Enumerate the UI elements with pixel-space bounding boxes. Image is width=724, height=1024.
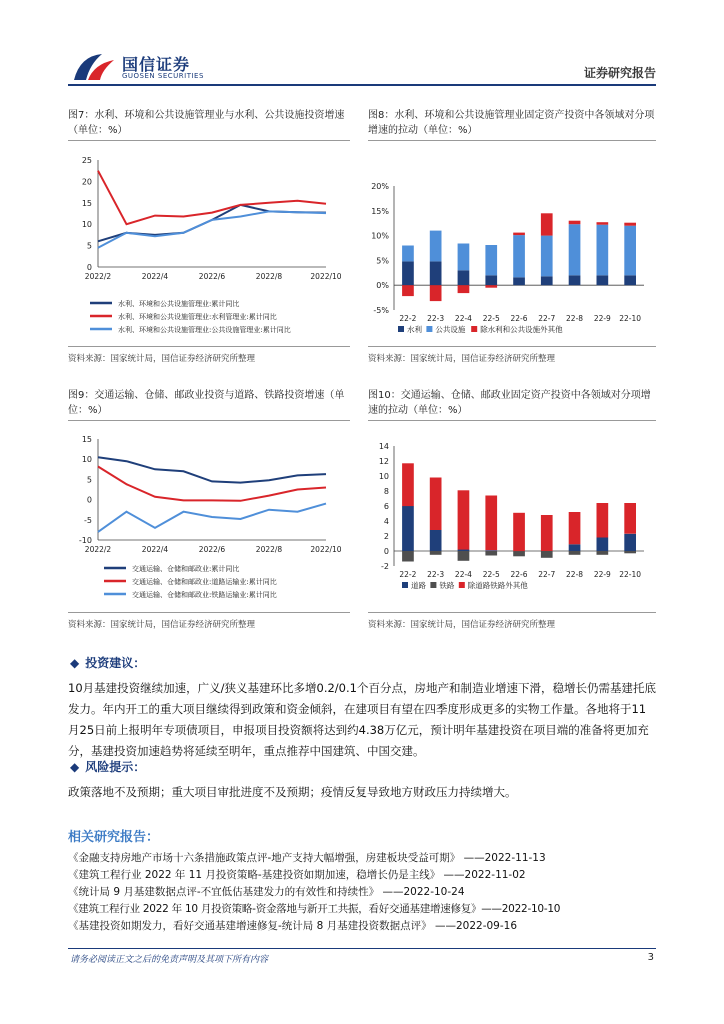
x-tick-label: 22-6 xyxy=(510,570,528,579)
fig8-title: 图8：水利、环境和公共设施管理业固定资产投资中各领域对分项增速的拉动（单位：%） xyxy=(368,110,655,136)
legend-label: 交通运输、仓储和邮政业:道路运输业:累计同比 xyxy=(132,578,277,586)
legend-swatch xyxy=(459,582,465,588)
y-tick-label: 15 xyxy=(81,198,92,208)
series-line xyxy=(98,211,326,247)
risk-paragraph: 政策落地不及预期；重大项目审批进度不及预期；疫情反复导致地方财政压力持续增大。 xyxy=(68,785,517,799)
fig10-top-rule xyxy=(368,420,656,421)
x-tick-label: 22-7 xyxy=(538,314,556,323)
y-tick-label: 0 xyxy=(86,495,92,505)
y-tick-label: 5 xyxy=(86,241,92,251)
y-tick-label: -5% xyxy=(373,306,389,315)
x-tick-label: 22-9 xyxy=(593,570,611,579)
bar-segment xyxy=(597,225,609,276)
y-tick-label: 15% xyxy=(371,206,389,216)
bar-segment xyxy=(402,463,414,506)
bar-segment xyxy=(569,551,581,555)
fig8-source: 资料来源：国家统计局，国信证券经济研究所整理 xyxy=(368,354,556,364)
bar-segment xyxy=(513,277,525,285)
invest-paragraph: 10月基建投资继续加速，广义/狭义基建环比多增0.2/0.1个百分点，房地产和制造业增速下滑，稳增长仍需基建托底发力。年内开工的重大项目继续得到政策和资金倾斜，在建项目有望在四季度形成更多的实物工作量。各地将于11月25日前上报明年专项债项目，申报项目投资额将达到约4.38万亿元，预计明年基建投资在项目端的准备将更加充分，基建投资加速趋势将延续至明年，重点推荐中国建筑、中国交建。 xyxy=(68,681,656,758)
bar-segment xyxy=(513,235,525,277)
diamond-bullet-icon: ◆ xyxy=(70,760,80,774)
bar-segment xyxy=(402,246,414,262)
legend-label: 公共设施 xyxy=(435,325,466,334)
y-tick-label: 0% xyxy=(376,281,389,291)
bar-segment xyxy=(458,490,470,549)
fig8-bottom-rule xyxy=(368,346,656,347)
y-tick-label: 6 xyxy=(383,502,389,511)
fig9-chart xyxy=(68,424,350,604)
y-tick-label: 10% xyxy=(371,231,389,241)
x-tick-label: 22-8 xyxy=(566,314,584,323)
fig8-top-rule xyxy=(368,140,656,141)
related-reports-list xyxy=(68,850,658,935)
y-tick-label: 12 xyxy=(378,457,389,466)
y-tick-label: 10 xyxy=(81,455,92,465)
x-tick-label: 2022/10 xyxy=(310,272,342,281)
x-tick-label: 22-10 xyxy=(619,314,642,323)
related-reports-title: 相关研究报告： xyxy=(68,830,160,845)
x-tick-label: 22-3 xyxy=(427,314,445,323)
y-tick-label: 2 xyxy=(383,532,389,541)
related-report-item[interactable]: 《基建投资如期发力，看好交通基建增速修复-统计局 8 月基建投资数据点评》 ——2022-09-16 xyxy=(68,920,518,932)
bar-segment xyxy=(485,285,497,288)
fig7-top-rule xyxy=(68,140,350,141)
y-tick-label: 0 xyxy=(383,547,389,556)
bar-segment xyxy=(541,276,553,285)
bar-segment xyxy=(513,233,525,236)
bar-segment xyxy=(513,551,525,556)
legend-label: 铁路 xyxy=(439,581,455,590)
x-tick-label: 2022/6 xyxy=(198,545,226,554)
legend-swatch xyxy=(430,582,436,588)
y-tick-label: 20 xyxy=(81,177,92,187)
bar-segment xyxy=(513,513,525,551)
bar-segment xyxy=(458,551,470,561)
bar-segment xyxy=(569,275,581,285)
page-number: 3 xyxy=(647,952,654,963)
x-tick-label: 22-9 xyxy=(593,314,611,323)
legend-swatch xyxy=(398,326,404,332)
bar-segment xyxy=(430,285,442,301)
fig10-source: 资料来源：国家统计局，国信证券经济研究所整理 xyxy=(368,620,556,630)
x-tick-label: 22-3 xyxy=(427,570,445,579)
logo-cn-text: 国信证券 xyxy=(122,55,191,74)
logo-mark-icon xyxy=(70,50,118,84)
legend-label: 道路 xyxy=(411,581,426,590)
legend-label: 交通运输、仓储和邮政业:铁路运输业:累计同比 xyxy=(132,591,277,599)
fig9-title: 图9：交通运输、仓储、邮政业投资与道路、铁路投资增速（单位：%） xyxy=(68,390,345,416)
x-tick-label: 22-2 xyxy=(399,314,417,323)
series-line xyxy=(98,171,326,225)
fig10-chart xyxy=(368,424,656,604)
legend-swatch xyxy=(471,326,477,332)
bar-segment xyxy=(485,245,497,275)
logo-en-text: GUOSEN SECURITIES xyxy=(122,72,204,80)
fig7-title: 图7：水利、环境和公共设施管理业与水利、公共设施投资增速（单位：%） xyxy=(68,110,345,136)
related-report-item[interactable]: 《统计局 9 月基建数据点评-不宜低估基建发力的有效性和持续性》 ——2022-10-24 xyxy=(68,886,465,898)
bar-segment xyxy=(402,285,414,296)
fig9-top-rule xyxy=(68,420,350,421)
y-tick-label: 8 xyxy=(383,487,389,496)
bar-segment xyxy=(597,538,609,552)
bar-segment xyxy=(458,285,470,293)
bar-segment xyxy=(458,270,470,285)
bar-segment xyxy=(430,551,442,555)
bar-segment xyxy=(541,551,553,558)
x-tick-label: 2022/2 xyxy=(84,545,112,554)
x-tick-label: 2022/6 xyxy=(198,272,226,281)
series-line xyxy=(98,457,326,482)
y-tick-label: -2 xyxy=(381,562,389,571)
company-logo xyxy=(70,50,230,86)
bar-segment xyxy=(402,551,414,562)
fig9-source: 资料来源：国家统计局，国信证券经济研究所整理 xyxy=(68,620,256,630)
bar-segment xyxy=(624,534,636,551)
y-tick-label: -10 xyxy=(78,536,92,545)
bar-segment xyxy=(430,478,442,531)
related-report-item[interactable]: 《金融支持房地产市场十六条措施政策点评-地产支持大幅增强，房建板块受益可期》 ——2022-11-13 xyxy=(68,852,546,864)
related-report-item[interactable]: 《建筑工程行业 2022 年 10 月投资策略-资金落地与新开工共振，看好交通基建增速修复》——2022-10-10 xyxy=(68,903,561,915)
footer-rule xyxy=(68,948,656,949)
x-tick-label: 22-8 xyxy=(566,570,584,579)
fig7-bottom-rule xyxy=(68,346,350,347)
y-tick-label: 4 xyxy=(383,517,389,526)
bar-segment xyxy=(458,550,470,552)
legend-label: 水利、环境和公共设施管理业:水利管理业:累计同比 xyxy=(118,313,277,321)
bar-segment xyxy=(569,512,581,544)
invest-heading-text: 投资建议： xyxy=(85,656,146,670)
y-tick-label: 20% xyxy=(371,182,389,191)
x-tick-label: 22-2 xyxy=(399,570,417,579)
fig7-source: 资料来源：国家统计局，国信证券经济研究所整理 xyxy=(68,354,256,364)
bar-segment xyxy=(430,261,442,285)
bar-segment xyxy=(458,244,470,271)
series-line xyxy=(98,467,326,501)
legend-label: 水利、环境和公共设施管理业:累计同比 xyxy=(118,300,240,308)
x-tick-label: 2022/10 xyxy=(310,545,342,554)
x-tick-label: 22-7 xyxy=(538,570,556,579)
x-tick-label: 2022/4 xyxy=(141,545,169,554)
bar-segment xyxy=(597,222,609,225)
x-tick-label: 22-4 xyxy=(454,570,472,579)
bar-segment xyxy=(569,544,581,551)
fig7-chart xyxy=(68,144,350,344)
y-tick-label: 25 xyxy=(81,156,92,165)
bar-segment xyxy=(624,503,636,534)
x-tick-label: 2022/4 xyxy=(141,272,169,281)
x-tick-label: 2022/2 xyxy=(84,272,112,281)
legend-label: 水利 xyxy=(407,325,422,334)
y-tick-label: 15 xyxy=(81,435,92,444)
bar-segment xyxy=(541,515,553,551)
y-tick-label: -5 xyxy=(84,515,92,525)
fig10-title: 图10：交通运输、仓储、邮政业固定资产投资中各领域对分项增速的拉动（单位：%） xyxy=(368,390,651,416)
y-tick-label: 0 xyxy=(86,263,92,272)
y-tick-label: 5% xyxy=(376,256,389,266)
diamond-bullet-icon: ◆ xyxy=(70,656,80,670)
legend-swatch xyxy=(402,582,408,588)
x-tick-label: 22-5 xyxy=(482,570,500,579)
y-tick-label: 10 xyxy=(378,472,389,481)
y-tick-label: 5 xyxy=(86,475,92,485)
footer-disclaimer: 请务必阅读正文之后的免责声明及其项下所有内容 xyxy=(70,955,269,965)
bar-segment xyxy=(430,231,442,262)
bar-segment xyxy=(402,261,414,285)
bar-segment xyxy=(485,550,497,551)
risk-heading xyxy=(70,758,145,775)
fig9-bottom-rule xyxy=(68,612,350,613)
series-line xyxy=(98,504,326,532)
bar-segment xyxy=(624,551,636,553)
bar-segment xyxy=(597,551,609,555)
legend-swatch xyxy=(426,326,432,332)
doc-type: 证券研究报告 xyxy=(583,66,656,80)
x-tick-label: 22-6 xyxy=(510,314,528,323)
header-rule xyxy=(68,84,656,86)
bar-segment xyxy=(485,551,497,556)
bar-segment xyxy=(485,496,497,551)
legend-label: 除水利和公共设施外其他 xyxy=(480,325,563,334)
x-tick-label: 2022/8 xyxy=(255,272,283,281)
related-report-item[interactable]: 《建筑工程行业 2022 年 11 月投资策略-基建投资如期加速，稳增长仍是主线》 ——2022-11-02 xyxy=(68,869,526,881)
legend-label: 除道路铁路外其他 xyxy=(467,581,528,590)
bar-segment xyxy=(569,221,581,225)
bar-segment xyxy=(402,506,414,551)
bar-segment xyxy=(430,530,442,551)
legend-label: 交通运输、仓储和邮政业:累计同比 xyxy=(132,565,240,573)
y-tick-label: 10 xyxy=(81,220,92,230)
x-tick-label: 22-5 xyxy=(482,314,500,323)
fig10-bottom-rule xyxy=(368,612,656,613)
bar-segment xyxy=(624,226,636,276)
invest-heading xyxy=(70,654,145,671)
bar-segment xyxy=(624,275,636,285)
bar-segment xyxy=(624,223,636,226)
bar-segment xyxy=(597,503,609,538)
y-tick-label: 14 xyxy=(378,442,389,451)
x-tick-label: 22-10 xyxy=(619,570,642,579)
risk-heading-text: 风险提示： xyxy=(85,760,146,774)
fig8-chart xyxy=(368,144,656,344)
x-tick-label: 22-4 xyxy=(454,314,472,323)
legend-label: 水利、环境和公共设施管理业:公共设施管理业:累计同比 xyxy=(118,326,291,334)
bar-segment xyxy=(485,275,497,285)
bar-segment xyxy=(569,224,581,275)
bar-segment xyxy=(541,236,553,277)
bar-segment xyxy=(597,275,609,285)
x-tick-label: 2022/8 xyxy=(255,545,283,554)
bar-segment xyxy=(541,213,553,235)
